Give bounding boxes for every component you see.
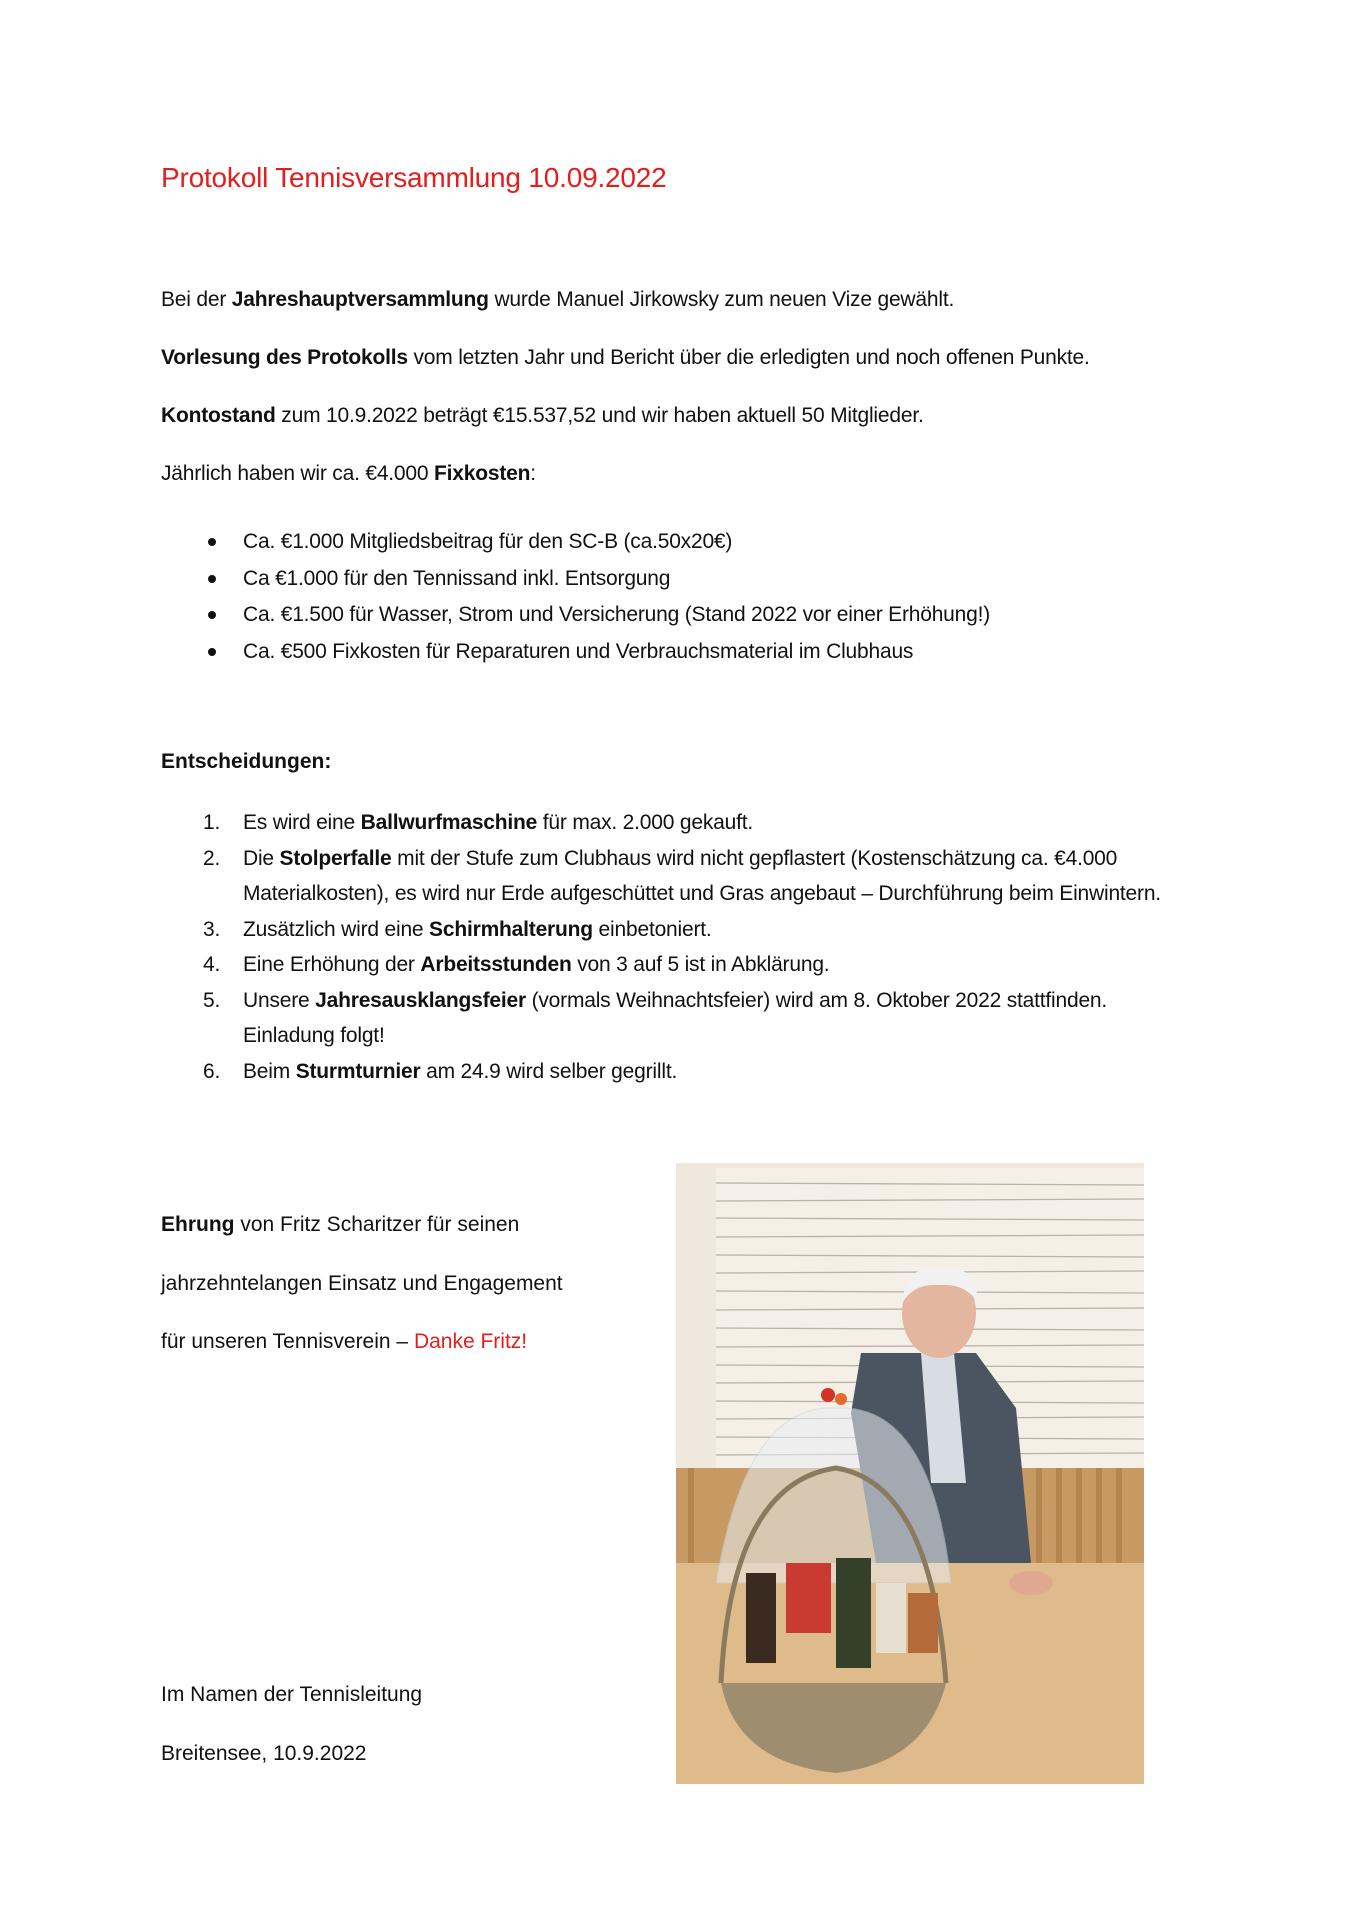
list-item-text: Ca. €1.500 für Wasser, Strom und Versicherung (Stand 2022 vor einer Erhöhung!) xyxy=(243,603,991,626)
intro-paragraph-protokoll xyxy=(161,346,1090,370)
bow-flower xyxy=(821,1388,835,1402)
honor-line-3 xyxy=(161,1330,527,1354)
hand xyxy=(1009,1571,1053,1595)
list-number: 2. xyxy=(203,846,221,870)
bold-text: Arbeitsstunden xyxy=(420,953,572,976)
fixed-costs-list xyxy=(161,524,990,670)
text: einbetoniert. xyxy=(592,917,712,941)
list-item-text: Ca. €500 Fixkosten für Reparaturen und Verbrauchsmaterial im Clubhaus xyxy=(243,639,914,663)
bow-flower xyxy=(835,1393,847,1405)
text: Jährlich haben wir ca. €4.000 xyxy=(161,462,434,485)
text: für unseren Tennisverein – xyxy=(161,1330,414,1353)
list-item xyxy=(161,634,990,671)
list-item xyxy=(161,983,1123,1054)
list-item xyxy=(161,1054,1201,1090)
intro-paragraph-fixkosten xyxy=(161,462,536,486)
bold-text: Vorlesung des Protokolls xyxy=(161,346,408,369)
bullet-icon xyxy=(208,611,216,619)
list-number: 1. xyxy=(203,811,221,834)
text: am 24.9 wird selber gegrillt. xyxy=(420,1059,678,1083)
list-item xyxy=(161,597,990,634)
list-item xyxy=(161,561,990,598)
text: von Fritz Scharitzer für seinen xyxy=(234,1213,520,1236)
text: wurde Manuel Jirkowsky zum neuen Vize gewählt. xyxy=(488,288,955,311)
text: Bei der xyxy=(161,288,232,311)
intro-paragraph-vize xyxy=(161,288,954,312)
thanks-text: Danke Fritz! xyxy=(413,1330,528,1353)
signature-line-1: Im Namen der Tennisleitung xyxy=(161,1683,423,1706)
intro-paragraph-kontostand xyxy=(161,404,924,428)
text: Die xyxy=(243,846,280,870)
signature-line-2: Breitensee, 10.9.2022 xyxy=(161,1742,367,1765)
document-title: Protokoll Tennisversammlung 10.09.2022 xyxy=(161,162,667,193)
text: Es wird eine xyxy=(243,811,361,834)
text: Zusätzlich wird eine xyxy=(243,917,430,941)
bold-text: Sturmturnier xyxy=(295,1059,421,1083)
text: Beim xyxy=(243,1059,296,1083)
decisions-list xyxy=(161,805,1201,1089)
list-number: 6. xyxy=(203,1059,221,1083)
honor-line-1 xyxy=(161,1213,519,1237)
honor-photo xyxy=(676,1163,1144,1784)
list-number: 3. xyxy=(203,917,221,941)
text: : xyxy=(530,462,536,485)
list-item-text: Ca €1.000 für den Tennissand inkl. Entsorgung xyxy=(243,566,671,590)
bold-text: Ballwurfmaschine xyxy=(360,811,538,834)
list-item-text: Ca. €1.000 Mitgliedsbeitrag für den SC-B (ca.50x20€) xyxy=(243,530,733,553)
bold-text: Stolperfalle xyxy=(279,846,392,870)
bullet-icon xyxy=(208,575,216,583)
text: zum 10.9.2022 beträgt €15.537,52 und wir haben aktuell 50 Mitglieder. xyxy=(275,404,924,427)
bold-text: Jahreshauptversammlung xyxy=(231,288,489,311)
list-item xyxy=(161,524,990,561)
bold-text: Kontostand xyxy=(161,404,276,427)
list-item xyxy=(161,805,1201,841)
bold-text: Fixkosten xyxy=(434,462,531,485)
list-number: 5. xyxy=(203,988,221,1012)
list-item xyxy=(161,912,1201,948)
list-number: 4. xyxy=(203,953,221,976)
text: Unsere xyxy=(243,988,316,1012)
bullet-icon xyxy=(208,648,216,656)
honor-line-2: jahrzehntelangen Einsatz und Engagement xyxy=(161,1272,563,1295)
bold-text: Jahresausklangsfeier xyxy=(315,988,526,1012)
list-item xyxy=(161,947,1201,983)
text: mit der Stufe zum Clubhaus wird nicht gepflastert (Kostenschätzung ca. €4.000 Materialkosten), es wird nur Erde aufgeschüttet und Gras angebaut – Durchführung beim Einwintern. xyxy=(243,846,1161,905)
text: für max. 2.000 gekauft. xyxy=(537,811,753,834)
list-item xyxy=(161,841,1203,912)
photo-illustration xyxy=(676,1163,1144,1784)
bullet-icon xyxy=(208,538,216,546)
decisions-heading: Entscheidungen: xyxy=(161,750,332,773)
text: Eine Erhöhung der xyxy=(243,953,421,976)
text: von 3 auf 5 ist in Abklärung. xyxy=(571,953,830,976)
text: vom letzten Jahr und Bericht über die erledigten und noch offenen Punkte. xyxy=(407,346,1090,369)
bold-text: Ehrung xyxy=(161,1213,235,1236)
bold-text: Schirmhalterung xyxy=(429,917,593,941)
text: (vormals Weihnachtsfeier) wird am 8. Oktober 2022 stattfinden. Einladung folgt! xyxy=(243,988,1108,1047)
